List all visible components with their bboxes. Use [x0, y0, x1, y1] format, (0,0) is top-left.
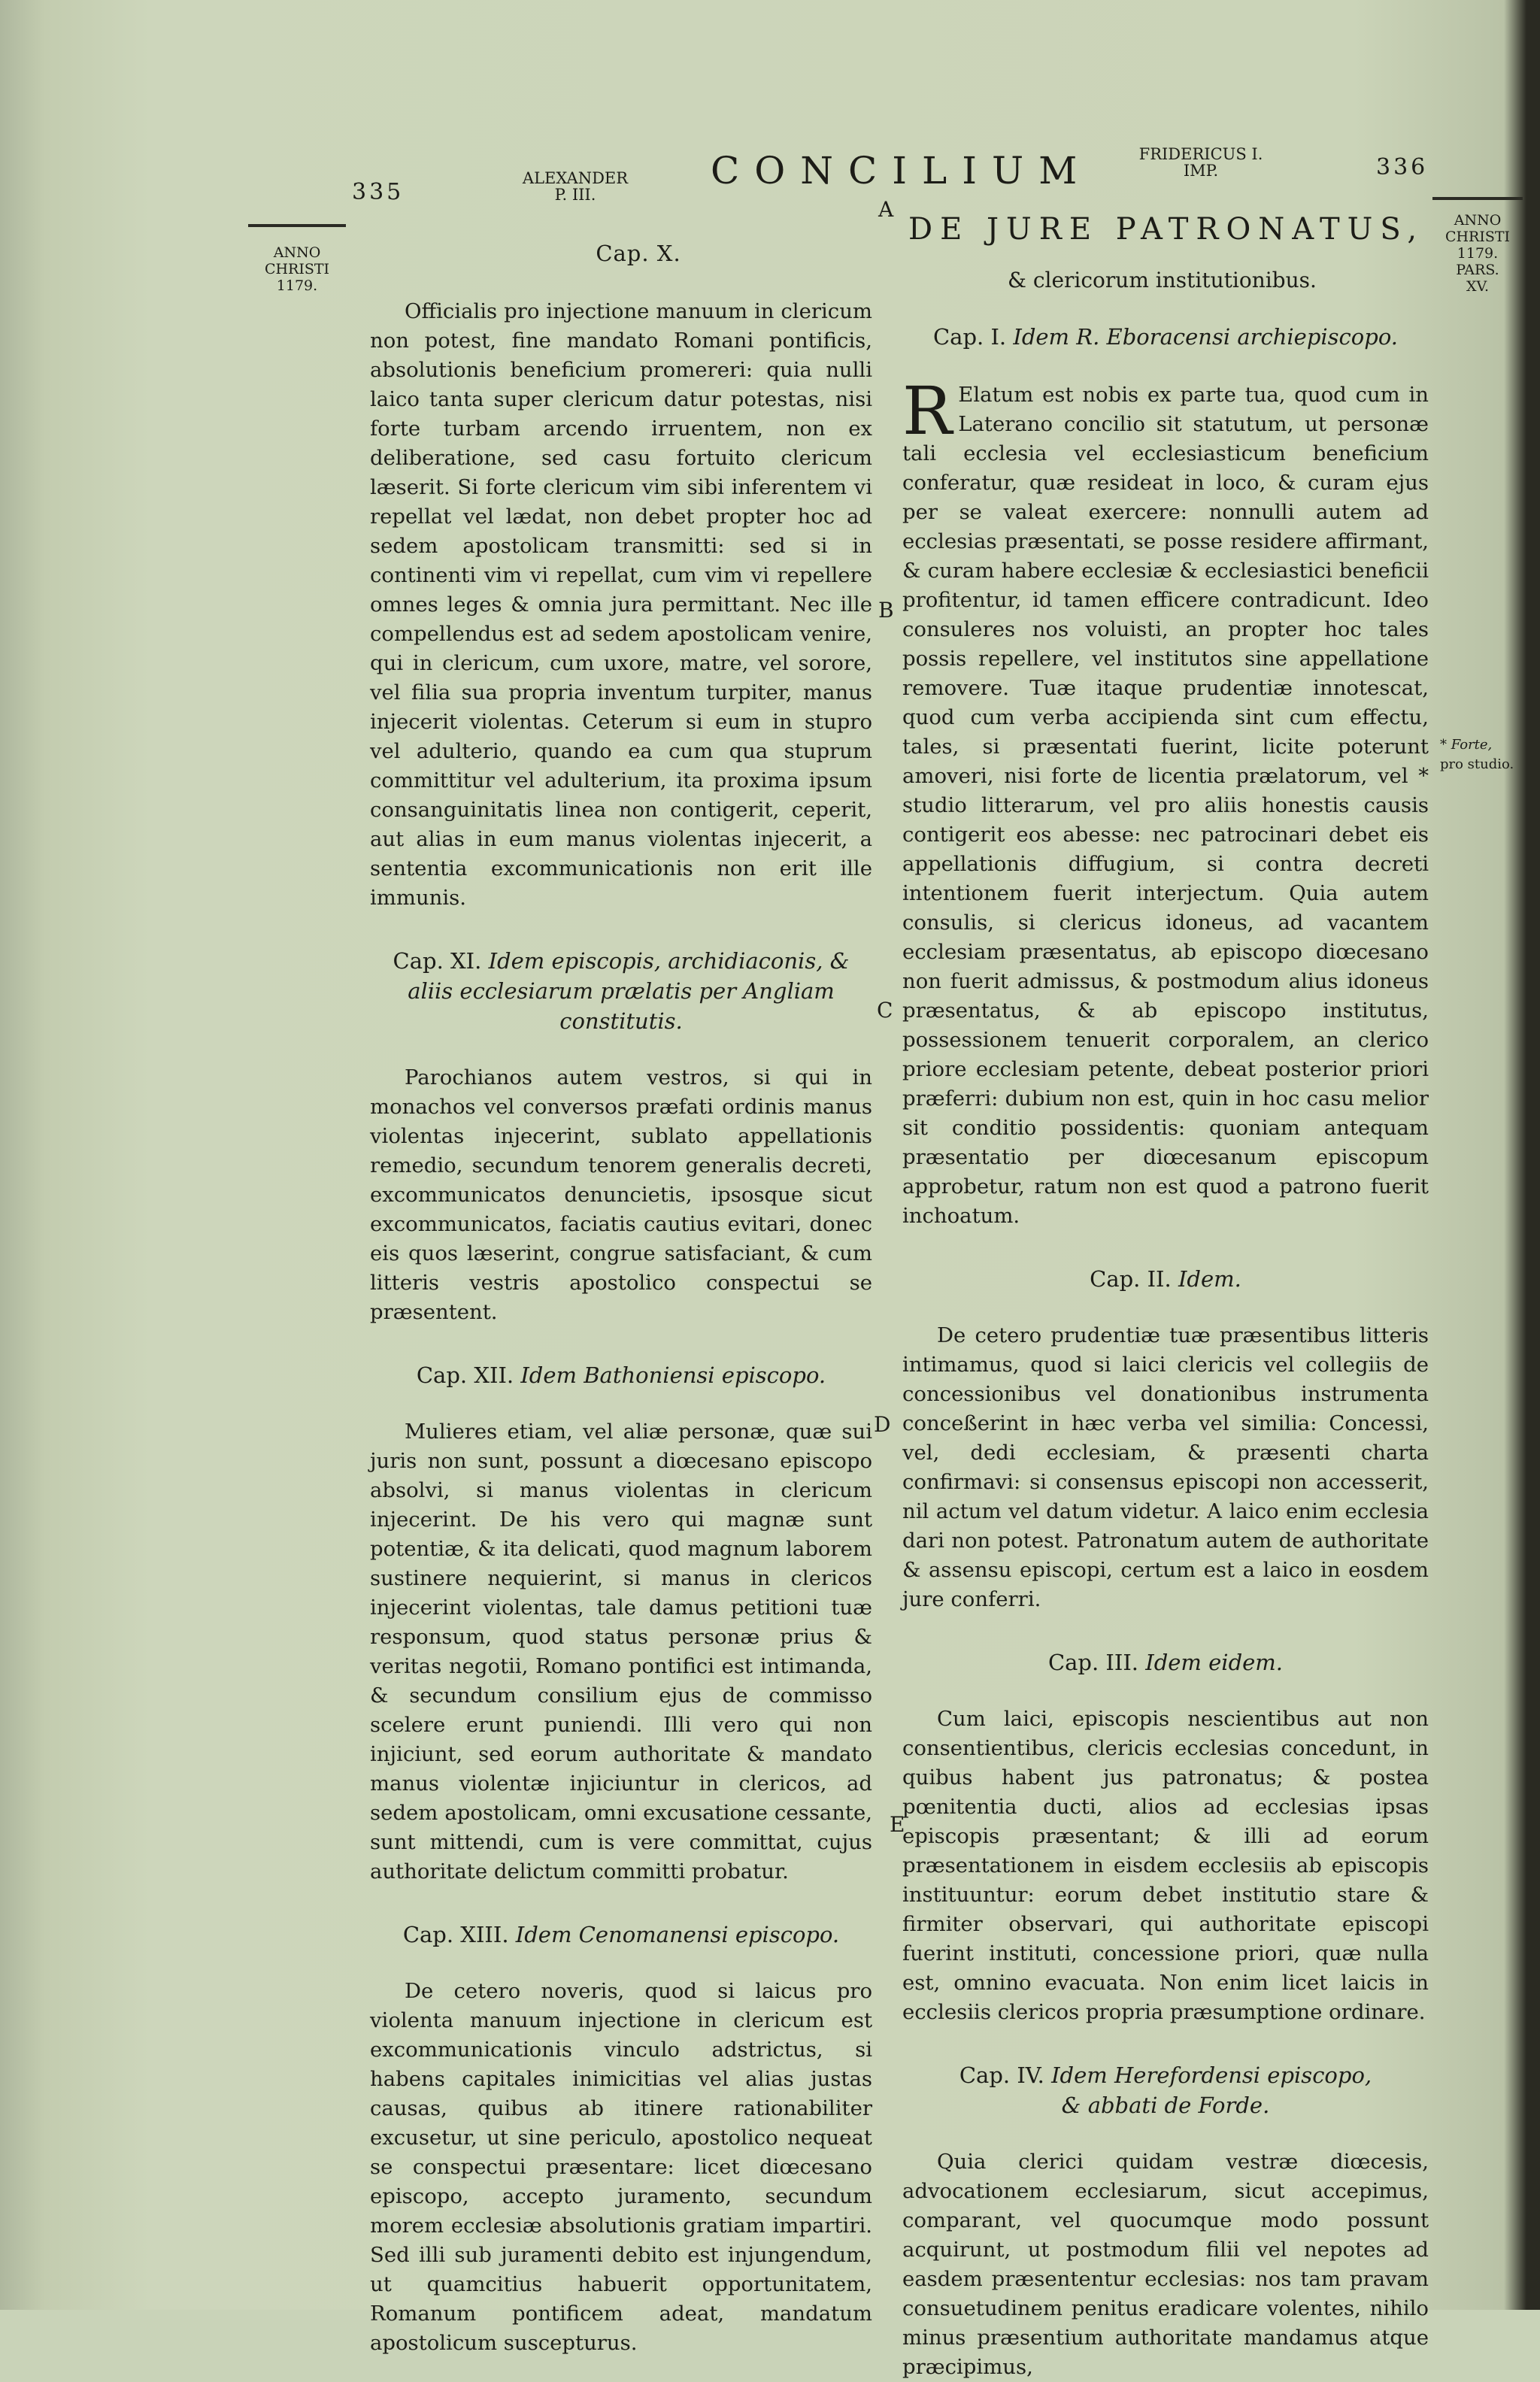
cap11-addressee: Idem episcopis, archidiaconis, & aliis ecclesiarum prælatis per Angliam constitutis. — [408, 948, 850, 1034]
pope-number: P. III. — [554, 186, 596, 204]
cap4-addressee-line2: & abbati de Forde. — [1061, 2093, 1270, 2118]
pope-label: ALEXANDER — [522, 169, 629, 187]
cap2-heading — [902, 1264, 1429, 1294]
section-subtitle: & clericorum institutionibus. — [1008, 268, 1317, 292]
marker-a: A — [878, 197, 894, 222]
sidebar-rule-left — [248, 224, 346, 227]
margin-note-star: * Forte, — [1440, 737, 1493, 753]
christi-label: CHRISTI — [264, 261, 330, 277]
cap13-heading — [370, 1920, 872, 1950]
cap2-text: De cetero prudentiæ tuæ præsentibus litteris intimamus, quod si laici clericis vel collegiis de concessionibus vel donationibus instrumenta conceßerint in hæc verba vel similia: Concessi, vel, dedi ecclesiam, & præsenti charta confirmavi: si consensus episcopi non accesserit, nil actum vel datum videtur. A laico enim ecclesia dari non potest. Patronatum autem de authoritate & assensu episcopi, certum est a laico in eosdem jure conferri. — [902, 1323, 1429, 1611]
cap10-text: Officialis pro injectione manuum in clericum non potest, fine mandato Romani pontificis, absolutionis beneficium promereri: quia nulli laico tanta super clericum datur potestas, nisi forte turbam arcendo irruentem, non ex deliberatione, sed casu fortuito clericum læserit. Si forte clericum vim sibi inferentem vi repellat vel lædat, non debet propter hoc ad sedem apostolicam transmitti: sed si in continenti vim vi repellat, cum vim vi repellere omnes leges & omnia jura permittant. Nec ille compellendus est ad sedem apostolicam venire, qui in clericum, cum uxore, matre, vel sorore, vel filia sua propria inventum turpiter, manus injecerit violentas. Ceterum si eum in stupro vel adulterio, quando ea cum qua stuprum committitur vel adulterium, ita proxima ipsum consanguinitatis linea non contigerit, ceperit, aut alias in eum manus violentas injecerit, a sententia excommunicationis non erit ille immunis. — [370, 299, 872, 910]
pars-number: XV. — [1466, 278, 1489, 295]
cap3-title: Cap. III. — [1047, 1650, 1139, 1675]
cap11-text: Parochianos autem vestros, si qui in monachos vel conversos præfati ordinis manus violentas injecerint, sublato appellationis remedio, secundum tenorem generalis decreti, excommunicatos denuncietis, ipsosque sicut excommunicatos, faciatis cautius evitari, donec eis quos læserint, congrue satisfaciant, & cum litteris vestris apostolico conspectui se præsentent. — [370, 1065, 872, 1324]
emperor-title: IMP. — [1183, 162, 1219, 180]
emperor-name — [1122, 146, 1280, 179]
cap3-text: Cum laici, episcopis nescientibus aut non consentientibus, clericis ecclesias concedunt, in quibus habent jus patronatus; & postea pœnitentia ducti, alios ad ecclesias ipsas episcopis præsentant; & illi ad eorum præsentationem in eisdem ecclesiis ab episcopis instituuntur: eorum debet institutio stare & firmiter observari, qui authoritate episcopi fuerint instituti, concessione priori, quæ nulla est, omnino evacuata. Non enim licet laicis in ecclesiis clericos propria præsumptione ordinare. — [902, 1707, 1429, 2024]
sidebar-rule-right — [1432, 197, 1523, 200]
section-title: DE JURE PATRONATUS, — [908, 212, 1425, 247]
cap3-addressee: Idem eidem. — [1145, 1650, 1284, 1675]
anno-label: ANNO — [273, 244, 321, 261]
cap12-heading — [370, 1360, 872, 1390]
cap10-title: Cap. X. — [596, 241, 681, 266]
cap12-addressee: Idem Bathoniensi episcopo. — [520, 1362, 826, 1388]
cap4-addressee: Idem Herefordensi episcopo, — [1051, 2062, 1372, 2088]
cap1-addressee: Idem R. Eboracensi archiepiscopo. — [1013, 324, 1398, 350]
cap4-title: Cap. IV. — [959, 2062, 1044, 2088]
cap13-text: De cetero noveris, quod si laicus pro violenta manuum injectione in clericum est excommunicationis vinculo adstrictus, si habens capitales inimicitias vel alias justas causas, quibus ab itinere rationabiliter excusetur, ut sine periculo, apostolico nequeat se conspectui præsentare: licet diœcesano episcopo, accepto juramento, secundum morem ecclesiæ absolutionis gratiam impartiri. Sed illi sub juramenti debito est injungendum, ut quamcitius habuerit opportunitatem, Romanum pontificem adeat, mandatum apostolicum suscepturus. — [370, 1979, 872, 2355]
running-title: CONCILIUM — [711, 149, 1093, 192]
marker-e: E — [890, 1812, 905, 1837]
right-column — [902, 322, 1429, 2382]
cap1-initial: R — [902, 372, 953, 450]
emperor-label: FRIDERICUS I. — [1138, 145, 1263, 163]
cap2-addressee: Idem. — [1178, 1266, 1241, 1292]
christi-label: CHRISTI — [1445, 229, 1511, 245]
cap1-paragraph — [902, 372, 1429, 1231]
sidebar-left-anno — [248, 244, 346, 294]
cap12-text: Mulieres etiam, vel aliæ personæ, quæ sui juris non sunt, possunt a diœcesano episcopo absolvi, si manus violentas in clericum injecerint. De his vero qui magnæ sunt potentiæ, & ita delicati, quod magnum laborem sustinere nequierint, si manus in clericos injecerint violentas, tale damus petitioni tuæ responsum, quod status personæ prius & veritas negotii, Romano pontifici est intimanda, & secundum consilium ejus de commisso scelere erunt puniendi. Illi vero qui non injiciunt, sed eorum authoritate & mandato manus violentæ injiciuntur in clericos, ad sedem apostolicam, omni excusatione cessante, sunt mittendi, cum is vere committat, cujus authoritate delictum committi probatur. — [370, 1420, 872, 1883]
cap1-heading — [902, 322, 1429, 352]
margin-note — [1440, 735, 1524, 774]
cap1-title: Cap. I. — [932, 324, 1007, 350]
cap13-addressee: Idem Cenomanensi episcopo. — [515, 1922, 840, 1947]
pope-name — [511, 170, 639, 203]
marker-b: B — [878, 598, 894, 623]
anno-label: ANNO — [1454, 212, 1502, 229]
cap13-title: Cap. XIII. — [402, 1922, 509, 1947]
page-number-left: 335 — [352, 179, 405, 205]
pars-label: PARS. — [1456, 262, 1499, 278]
cap11-heading — [370, 946, 872, 1036]
cap3-heading — [902, 1647, 1429, 1677]
cap11-title: Cap. XI. — [393, 948, 482, 974]
cap12-title: Cap. XII. — [416, 1362, 514, 1388]
marker-d: D — [874, 1412, 891, 1437]
cap1-text: Elatum est nobis ex parte tua, quod cum in Laterano concilio sit statutum, ut personæ tali ecclesia vel ecclesiasticum beneficium conferatur, quæ resideat in loco, & curam ejus per se valeat exercere: nonnulli autem ad ecclesias præsentati, se posse residere affirmant, & curam habere ecclesiæ & ecclesiastici beneficii profitentur, id tamen efficere contradicunt. Ideo consuleres nos voluisti, an propter hoc tales possis repellere, vel institutos sine appellatione removere. Tuæ itaque prudentiæ innotescat, quod cum verba accipienda sint cum effectu, tales, si præsentati fuerint, licite poterunt amoveri, nisi forte de licentia prælatorum, vel * studio litterarum, vel pro aliis honestis causis contigerit eos abesse: nec patrocinari debet eis appellationis diffugium, si contra decreti intentionem fuerit interjectum. Quia autem consulis, si clericus idoneus, ad vacantem ecclesiam præsentatus, ab episcopo diœcesano non fuerit admissus, & postmodum alius idoneus præsentatus, & ab episcopo institutus, possessionem tenuerit corporalem, an clerico priore ecclesiam petente, debeat posterior priori præferri: dubium non est, quin in hoc casu melior sit conditio possidentis: quoniam antequam præsentatio per diœcesanum episcopum approbetur, ratum non est quod a patrono fuerit inchoatum. — [902, 383, 1429, 1228]
cap2-title: Cap. II. — [1090, 1266, 1172, 1292]
left-column — [370, 239, 872, 2358]
marker-c: C — [877, 998, 893, 1023]
year-label: 1179. — [1457, 245, 1499, 262]
cap4-heading — [902, 2060, 1429, 2120]
page-number-right: 336 — [1376, 154, 1429, 180]
margin-note-text: pro studio. — [1440, 756, 1514, 772]
year-label: 1179. — [276, 277, 318, 294]
cap4-text: Quia clerici quidam vestræ diœcesis, advocationem ecclesiarum, sicut accepimus, comparant, vel quocumque modo possunt acquirunt, ut postmodum filii vel nepotes ad easdem præsententur ecclesias: nos tam pravam consuetudinem penitus eradicare volentes, nihilo minus præsentium authoritate mandamus atque præcipimus, — [902, 2150, 1429, 2379]
sidebar-right-anno — [1432, 212, 1523, 295]
